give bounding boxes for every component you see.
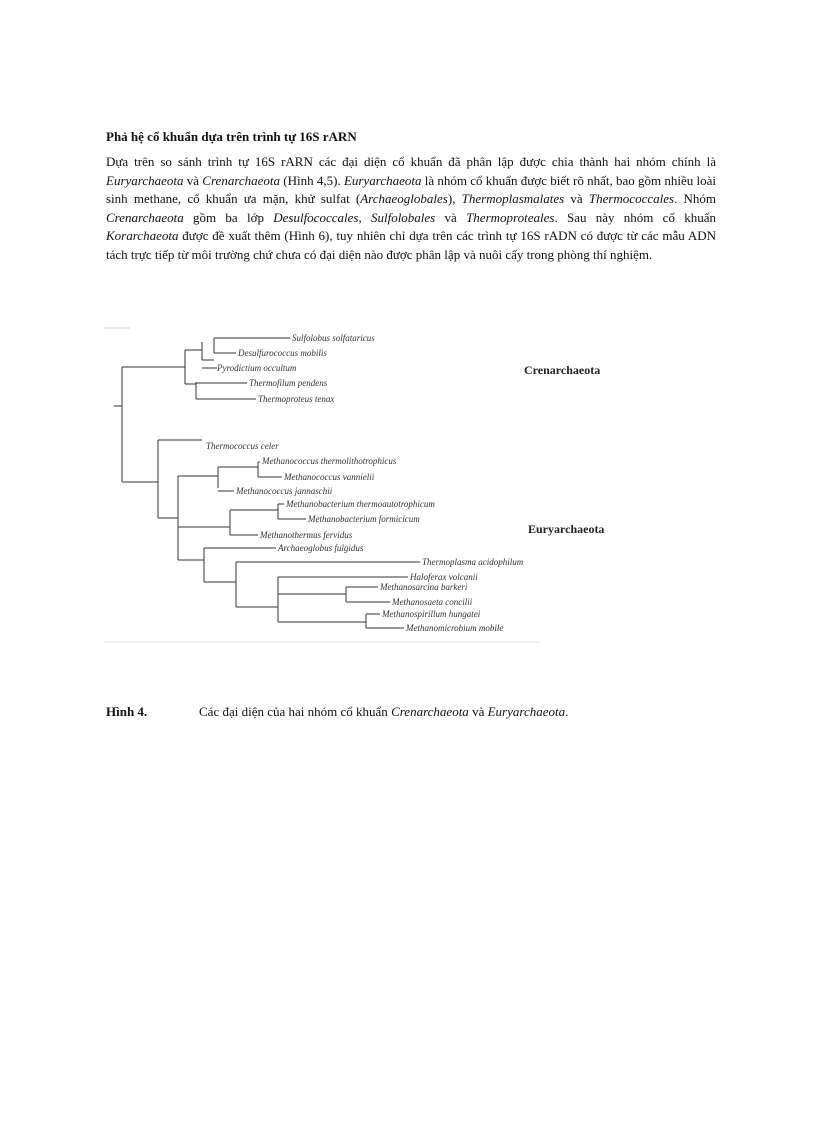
species-label: Methanothermus fervidus bbox=[260, 530, 353, 540]
group-label-euryarchaeota: Euryarchaeota bbox=[528, 522, 605, 536]
text-run: gồm ba lớp bbox=[183, 209, 274, 225]
text-run: và bbox=[564, 191, 589, 206]
species-label: Haloferax volcanii bbox=[410, 572, 478, 582]
text-run: và bbox=[468, 704, 488, 719]
italic-term: Thermococcales bbox=[588, 191, 675, 206]
species-label: Methanococcus vannielii bbox=[284, 472, 375, 482]
italic-term: Thermoproteales bbox=[466, 209, 555, 225]
species-label: Desulfurococcus mobilis bbox=[238, 348, 327, 358]
species-label: Thermoplasma acidophilum bbox=[422, 557, 524, 567]
text-run: và bbox=[183, 172, 203, 188]
text-run: . Nhóm bbox=[674, 191, 717, 206]
text-run: , bbox=[358, 209, 371, 225]
species-label: Thermofilum pendens bbox=[249, 378, 328, 388]
section-heading: Phả hệ cổ khuẩn dựa trên trình tự 16S rARN bbox=[106, 129, 357, 144]
text-run: (Hình 4,5). bbox=[280, 172, 344, 188]
species-label: Pyrodictium occultum bbox=[217, 363, 297, 373]
group-label-crenarchaeota: Crenarchaeota bbox=[524, 363, 601, 377]
text-run: . bbox=[565, 704, 569, 719]
species-label: Methanospirillum hungatei bbox=[382, 609, 481, 619]
caption-text bbox=[199, 703, 568, 721]
italic-term: Archaeoglobales bbox=[360, 191, 448, 206]
species-label: Methanobacterium thermoautotrophicum bbox=[286, 499, 435, 509]
species-label: Archaeoglobus fulgidus bbox=[278, 543, 364, 553]
italic-term: Crenarchaeota bbox=[106, 209, 184, 225]
italic-term: Sulfolobales bbox=[370, 209, 436, 225]
species-label: Thermococcus celer bbox=[206, 441, 279, 451]
text-run: . Sau này nhóm cổ khuẩn bbox=[554, 209, 716, 225]
species-label: Methanosarcina barkeri bbox=[380, 582, 468, 592]
italic-term: Crenarchaeota bbox=[202, 172, 281, 188]
italic-term: Euryarchaeota bbox=[343, 172, 422, 188]
species-label: Methanococcus jannaschii bbox=[236, 486, 333, 496]
species-label: Methanobacterium formicicum bbox=[308, 514, 420, 524]
text-run: ), bbox=[447, 191, 462, 206]
text-run: Dựa trên so sánh trình tự 16S rARN các đại diện cổ khuẩn đã phân lập được chia thành hai nhóm chính là bbox=[106, 154, 716, 169]
species-label: Methanosaeta concilii bbox=[392, 597, 473, 607]
text-run: là nhóm cổ khuẩn được biết rõ nhất, bao gồm nhiều loài sinh methane, cổ khuẩn ưa mặn, khử sulfat ( bbox=[106, 172, 716, 206]
body-paragraph bbox=[106, 153, 716, 264]
text-run: được đề xuất thêm (Hình 6), tuy nhiên chỉ dựa trên các trình tự 16S rADN có được từ các mẫu ADN tách trực tiếp từ môi trường chứ chưa có đại diện nào được phân lập và nuôi cấy trong phòng thí nghiệm. bbox=[106, 228, 716, 262]
italic-term: Crenarchaeota bbox=[391, 704, 469, 719]
species-label: Sulfolobus solfataricus bbox=[292, 333, 375, 343]
species-label: Methanomicrobium mobile bbox=[406, 623, 504, 633]
italic-term: Thermoplasmalates bbox=[461, 191, 565, 206]
tree-leaf-labels bbox=[206, 333, 524, 633]
figure-label: Hình 4. bbox=[106, 704, 148, 719]
text-run: Các đại diện của hai nhóm cổ khuẩn bbox=[199, 704, 392, 719]
species-label: Methanococcus thermolithotrophicus bbox=[262, 456, 397, 466]
phylogenetic-tree bbox=[100, 322, 660, 650]
italic-term: Korarchaeota bbox=[106, 228, 179, 243]
italic-term: Desulfococcales bbox=[273, 209, 359, 225]
italic-term: Euryarchaeota bbox=[106, 172, 184, 188]
text-run: và bbox=[435, 209, 467, 225]
species-label: Thermoproteus tenax bbox=[258, 394, 335, 404]
italic-term: Euryarchaeota bbox=[487, 704, 566, 719]
